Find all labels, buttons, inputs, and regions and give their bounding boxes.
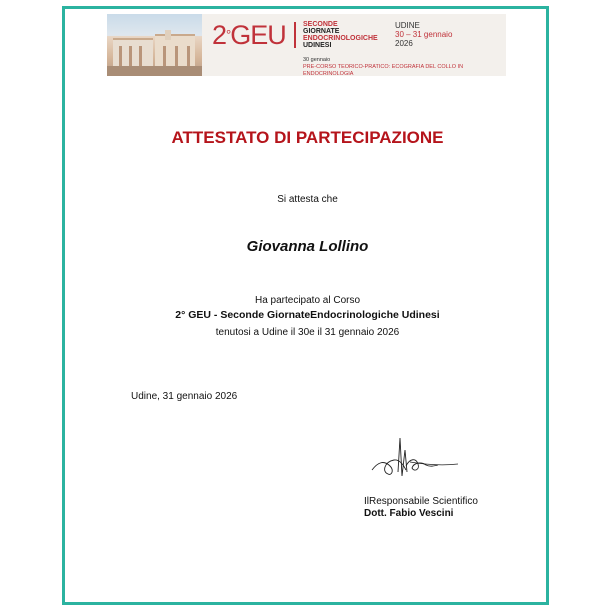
banner-place-date: UDINE 30 – 31 gennaio 2026 — [395, 21, 453, 48]
participation-text: Ha partecipato al Corso — [254, 295, 361, 306]
signer-role: IlResponsabile Scientifico — [364, 496, 478, 507]
recipient-name: Giovanna Lollino — [246, 238, 369, 255]
course-name: 2° GEU - Seconde GiornateEndocrinologiche Udinesi — [175, 309, 440, 321]
attesta-text: Si attesta che — [277, 194, 338, 205]
banner-event-title: SECONDE GIORNATE ENDOCRINOLOGICHE UDINESI — [303, 21, 378, 49]
banner-photo-udine — [107, 14, 202, 76]
certificate-title: ATTESTATO DI PARTECIPAZIONE — [171, 128, 444, 147]
course-dates: tenutosi a Udine il 30e il 31 gennaio 2026 — [215, 327, 400, 338]
geu-logo: 2°GEU — [212, 20, 286, 50]
logo-divider — [294, 22, 296, 48]
signature-image — [370, 432, 462, 484]
banner-pre-course: 30 gennaio PRE-CORSO TEORICO-PRATICO: ECOGRAFIA DEL COLLO IN ENDOCRINOLOGIA — [303, 57, 464, 76]
issue-place-date: Udine, 31 gennaio 2026 — [131, 391, 238, 402]
event-banner — [107, 14, 506, 76]
signer-name: Dott. Fabio Vescini — [364, 508, 454, 519]
